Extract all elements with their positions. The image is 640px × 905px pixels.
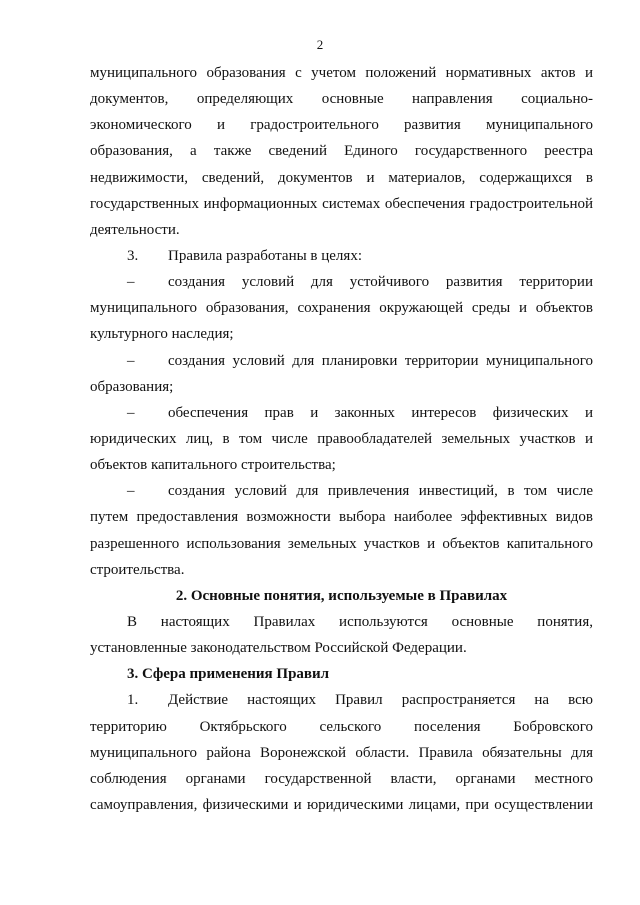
document-body [90, 60, 593, 818]
text-line: самоуправления, физическими и юридическими лицами, при осуществлении [90, 796, 593, 813]
text-line: недвижимости, сведений, документов и материалов, содержащихся в [90, 169, 593, 186]
text-line: установленные законодательством Российской Федерации. [90, 640, 467, 657]
text-line: территорию Октябрьского сельского поселения Бобровского [90, 718, 593, 735]
text-line: создания условий для планировки территории муниципального [168, 352, 593, 369]
text-line: образования; [90, 378, 174, 395]
dash-list-item [90, 269, 593, 295]
text-line: Правила разработаны в целях: [168, 247, 362, 264]
text-line: объектов капитального строительства; [90, 457, 336, 474]
text-line: муниципального образования с учетом положений нормативных актов и [90, 65, 593, 81]
dash-list-item [90, 478, 593, 504]
list-number: 3. [127, 247, 139, 264]
dash-marker: – [127, 404, 135, 421]
text-line: путем предоставления возможности выбора наиболее эффективных видов [90, 509, 593, 526]
dash-marker: – [127, 483, 135, 500]
text-line: юридических лиц, в том числе правообладателей земельных участков и [90, 430, 593, 447]
text-line: муниципального образования, сохранения окружающей среды и объектов [90, 300, 593, 317]
text-line: разрешенного использования земельных участков и объектов капитального [90, 535, 593, 552]
numbered-paragraph [90, 687, 593, 713]
text-line: создания условий для устойчивого развития территории [168, 274, 593, 291]
text-line: государственных информационных системах обеспечения градостроительной [90, 195, 593, 212]
text-line: культурного наследия; [90, 326, 234, 343]
section-heading: 2. Основные понятия, используемые в Правилах [175, 587, 508, 604]
numbered-paragraph [90, 243, 593, 269]
text-line: деятельности. [90, 221, 180, 238]
section-heading: 3. Сфера применения Правил [127, 666, 330, 683]
dash-list-item [90, 348, 593, 374]
text-line: экономического и градостроительного развития муниципального [90, 117, 593, 134]
text-line: соблюдения органами государственной власти, органами местного [90, 770, 593, 787]
dash-marker: – [127, 352, 135, 369]
text-line: В настоящих Правилах используются основные понятия, [127, 613, 593, 630]
text-line: создания условий для привлечения инвестиций, в том числе [168, 483, 593, 500]
list-number: 1. [127, 692, 139, 709]
text-line: муниципального района Воронежской области. Правила обязательны для [90, 744, 593, 761]
dash-list-item [90, 400, 593, 426]
page-number: 2 [316, 37, 324, 52]
text-line: образования, а также сведений Единого государственного реестра [90, 143, 593, 160]
text-line: обеспечения прав и законных интересов физических и [168, 404, 593, 421]
dash-marker: – [127, 274, 135, 291]
text-line: строительства. [90, 561, 185, 578]
text-line: документов, определяющих основные направления социально- [90, 91, 593, 108]
text-line: Действие настоящих Правил распространяется на всю [168, 692, 593, 709]
